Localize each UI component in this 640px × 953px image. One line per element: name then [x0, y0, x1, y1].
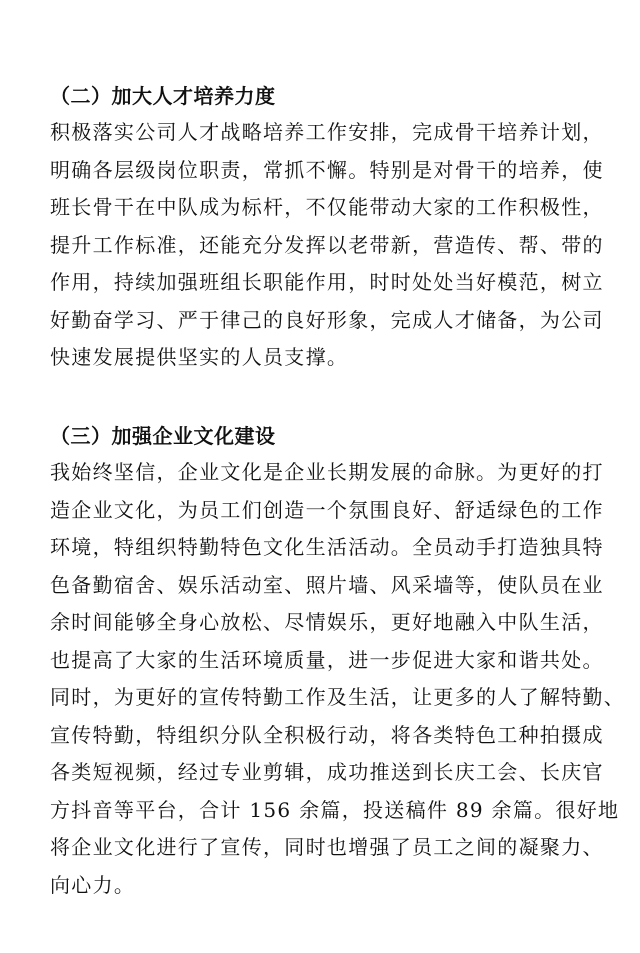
section-corporate-culture: [50, 418, 626, 904]
body-line: 造企业文化，为员工们创造一个氛围良好、舒适绿色的工作: [50, 497, 604, 522]
body-line: 同时，为更好的宣传特勤工作及生活，让更多的人了解特勤、: [50, 685, 626, 709]
body-line: 明确各层级岗位职责，常抓不懈。特别是对骨干的培养，使: [50, 157, 604, 182]
section-talent-training: [50, 78, 610, 377]
section-body: [50, 454, 626, 904]
body-line: 积极落实公司人才战略培养工作安排，完成骨干培养计划，: [50, 120, 604, 144]
section-heading: （三）加强企业文化建设: [50, 424, 276, 448]
section-heading: （二）加大人才培养力度: [50, 84, 276, 108]
body-line: 方抖音等平台，合计 156 余篇，投送稿件 89 余篇。很好地: [50, 797, 620, 822]
body-line: 向心力。: [50, 872, 136, 897]
body-line: 快速发展提供坚实的人员支撑。: [50, 345, 349, 369]
body-line: 班长骨干在中队成为标杆，不仅能带动大家的工作积极性，: [50, 195, 604, 219]
body-line: 色备勤宿舍、娱乐活动室、照片墙、风采墙等，使队员在业: [50, 572, 604, 597]
body-line: 环境，特组织特勤特色文化生活活动。全员动手打造独具特: [50, 535, 604, 559]
body-line: 各类短视频，经过专业剪辑，成功推送到长庆工会、长庆官: [50, 760, 604, 784]
body-line: 作用，持续加强班组长职能作用，时时处处当好模范，树立: [50, 270, 604, 294]
body-line: 也提高了大家的生活环境质量，进一步促进大家和谐共处。: [50, 647, 604, 672]
body-line: 余时间能够全身心放松、尽情娱乐，更好地融入中队生活，: [50, 610, 604, 634]
body-line: 宣传特勤，特组织分队全积极行动，将各类特色工种拍摄成: [50, 722, 604, 747]
body-line: 提升工作标准，还能充分发挥以老带新，营造传、帮、带的: [50, 232, 604, 257]
body-line: 我始终坚信，企业文化是企业长期发展的命脉。为更好的打: [50, 460, 604, 484]
section-body: [50, 114, 610, 377]
body-line: 将企业文化进行了宣传，同时也增强了员工之间的凝聚力、: [50, 835, 604, 859]
body-line: 好勤奋学习、严于律己的良好形象，完成人才储备，为公司: [50, 307, 604, 332]
